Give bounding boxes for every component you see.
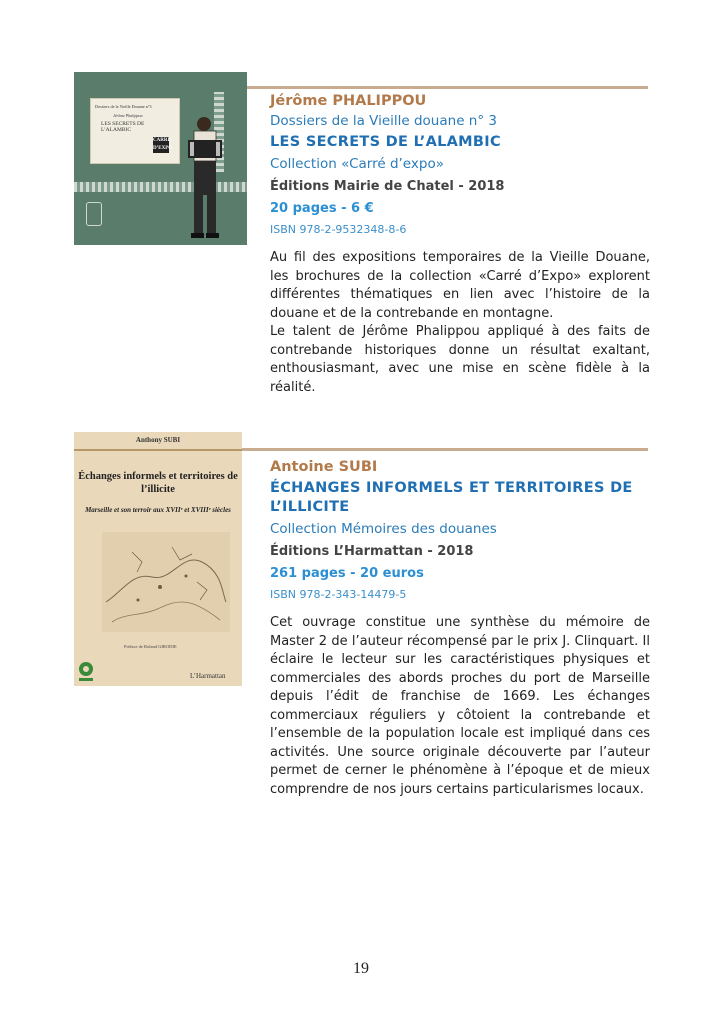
book-title: ÉCHANGES INFORMELS ET TERRITOIRES DE L’ILLICITE	[270, 480, 633, 515]
cover-line: Dossiers de la Vieille Douane n°3	[95, 104, 152, 109]
cover-card	[90, 98, 180, 164]
collection-name: Collection «Carré d’expo»	[270, 156, 444, 172]
book-info-1	[270, 92, 650, 397]
book-description	[270, 249, 650, 397]
cover-author: Anthony SUBI	[135, 436, 181, 444]
cover-subtitle: Marseille et son terroir aux XVIIᵉ et XVIIIᵉ siècles	[85, 506, 231, 514]
pages-price: 261 pages - 20 euros	[270, 566, 424, 581]
collection-name: Collection Mémoires des douanes	[270, 521, 497, 537]
book-cover-2	[74, 432, 242, 686]
author-name: Antoine SUBI	[270, 459, 378, 475]
book-cover-1	[74, 72, 247, 245]
collection-logo-icon	[76, 660, 96, 684]
cover-preface: Préface de Roland GIRODIE	[124, 644, 177, 649]
pages-price: 20 pages - 6 €	[270, 201, 374, 216]
description-paragraph: Le talent de Jérôme Phalippou appliqué à des faits de contrebande historiques donne un résultat exaltant, enthousiasmant, avec une mise en scène fidèle à la réalité.	[270, 324, 650, 395]
cover-title: Échanges informels et territoires de l’illicite	[78, 471, 238, 495]
map-illustration-icon	[102, 532, 230, 632]
page-number: 19	[353, 960, 369, 977]
emblem-icon	[86, 202, 102, 226]
publisher: Éditions L’Harmattan - 2018	[270, 544, 474, 559]
cover-band	[74, 449, 242, 451]
musician-figure-icon	[176, 114, 236, 244]
author-name: Jérôme PHALIPPOU	[270, 93, 427, 109]
cover-badge: CARRÉ D’EXPO	[153, 138, 173, 151]
description-paragraph: Cet ouvrage constitue une synthèse du mémoire de Master 2 de l’auteur récompensé par le prix J. Clinquart. Il éclaire le lecteur sur les caractéristiques physiques et commerciales des abords proches du port de Marseille depuis l’édit de franchise de 1669. Les échanges commerciaux réguliers y côtoient la contrebande et l’ensemble de la population locale est impliqué dans ces activités. Une source originale découverte par l’auteur permet de cerner le phénomène à l’époque et de mieux comprendre de nos jours certains particularismes locaux.	[270, 615, 650, 797]
publisher: Éditions Mairie de Chatel - 2018	[270, 179, 505, 194]
cover-title: LES SECRETS DE L’ALAMBIC	[101, 121, 145, 133]
book-description	[270, 614, 650, 799]
cover-author: Jérôme Phalippou	[113, 113, 143, 118]
cover-publisher: L’Harmattan	[190, 672, 226, 680]
series-name: Dossiers de la Vieille douane n° 3	[270, 113, 497, 129]
book-info-2	[270, 458, 650, 799]
description-paragraph: Au fil des expositions temporaires de la Vieille Douane, les brochures de la collection «Carré d’Expo» explorent différentes thématiques en lien avec l’histoire de la douane et de la contrebande en montagne.	[270, 250, 650, 321]
book-title: LES SECRETS DE L’ALAMBIC	[270, 134, 501, 150]
isbn: ISBN 978-2-343-14479-5	[270, 588, 407, 601]
isbn: ISBN 978-2-9532348-8-6	[270, 223, 407, 236]
